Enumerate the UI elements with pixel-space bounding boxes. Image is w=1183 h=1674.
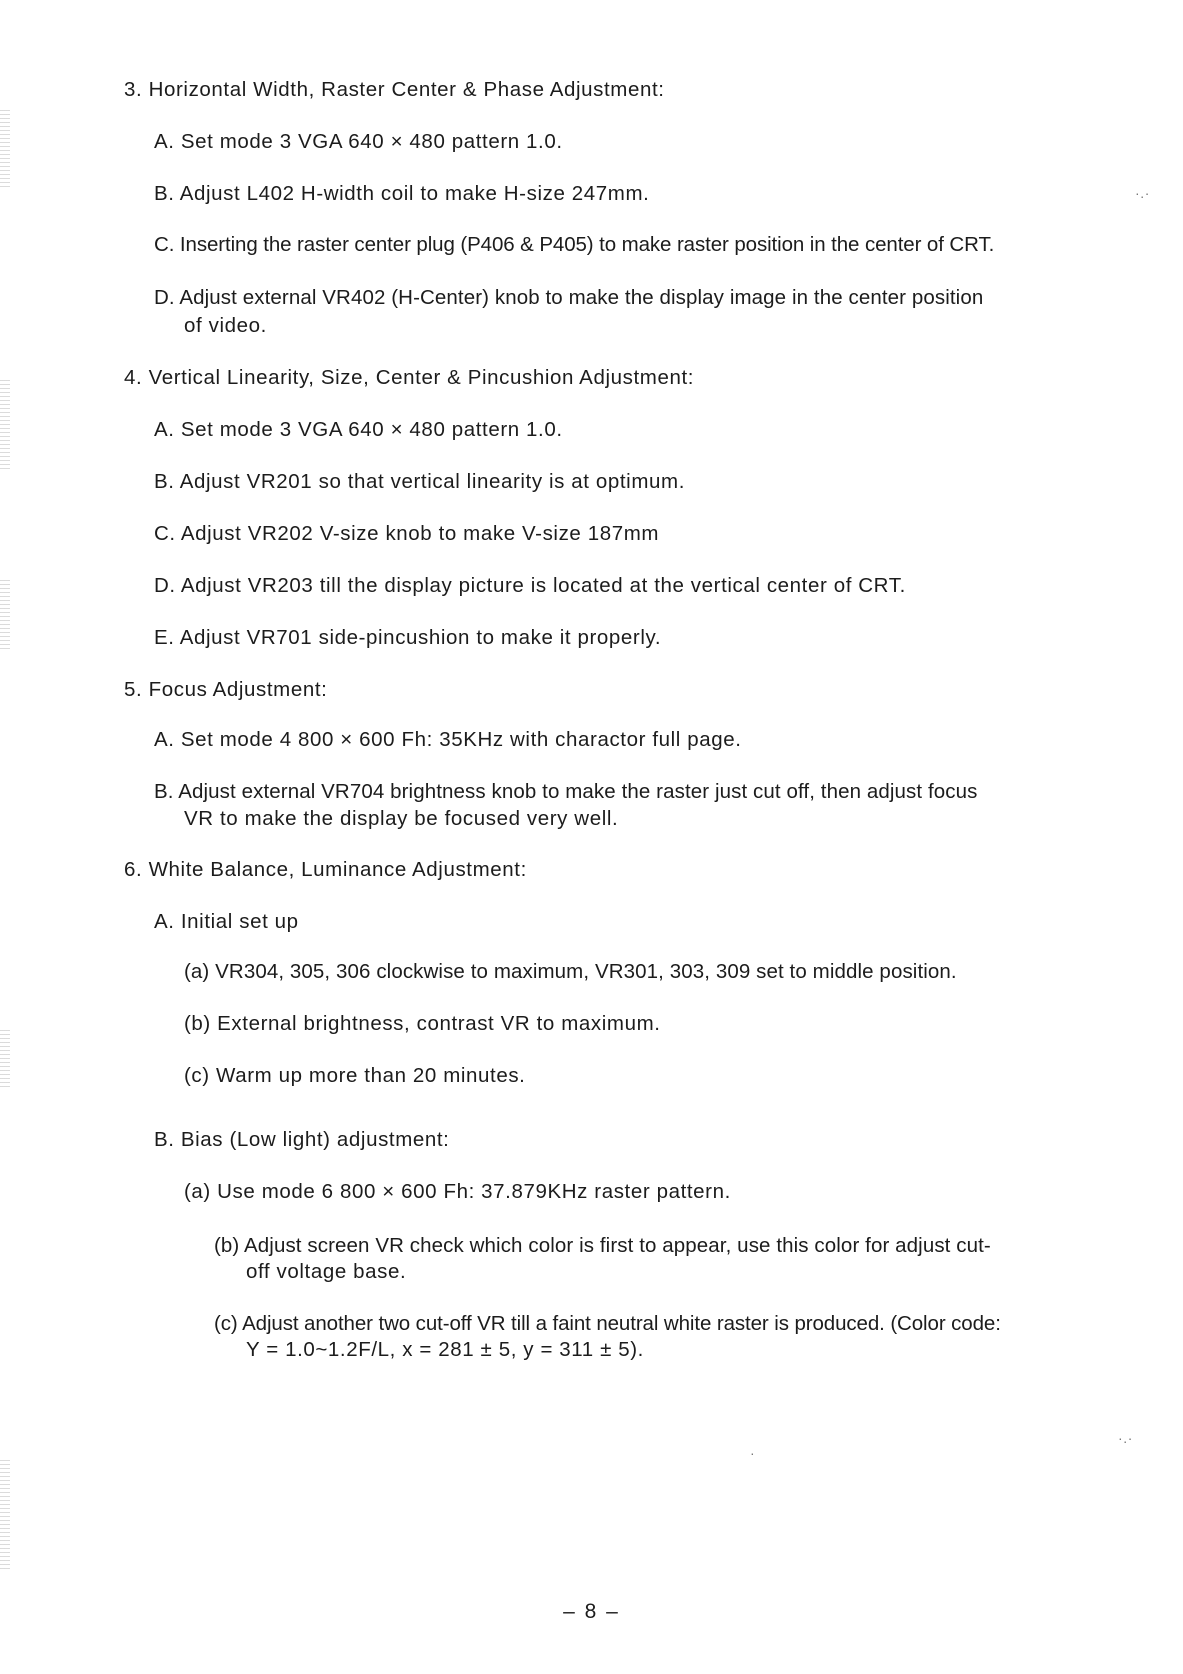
item-label: C.	[154, 233, 175, 256]
section-number: 5.	[124, 678, 143, 701]
item-text-continuation: of video.	[184, 314, 267, 337]
list-item	[154, 520, 659, 548]
scan-edge-artifact	[0, 380, 10, 470]
item-text-continuation: VR to make the display be focused very well.	[184, 807, 619, 830]
sub-item-text-continuation: Y = 1.0~1.2F/L, x = 281 ± 5, y = 311 ± 5).	[246, 1338, 644, 1361]
item-label: A.	[154, 910, 175, 933]
sub-item-label: (c)	[214, 1312, 238, 1335]
item-text: Adjust VR202 V-size knob to make V-size 187mm	[180, 522, 660, 545]
item-label: E.	[154, 626, 175, 649]
sub-item	[184, 1178, 731, 1206]
item-text: Set mode 4 800 × 600 Fh: 35KHz with charactor full page.	[180, 728, 742, 751]
scan-edge-artifact	[0, 580, 10, 650]
section-title: Vertical Linearity, Size, Center & Pincushion Adjustment:	[148, 366, 695, 389]
item-text: Adjust external VR704 brightness knob to make the raster just cut off, then adjust focus	[178, 780, 978, 803]
item-text: Bias (Low light) adjustment:	[180, 1128, 450, 1151]
item-text: Adjust VR201 so that vertical linearity is at optimum.	[179, 470, 685, 493]
item-label: A.	[154, 728, 175, 751]
section-number: 6.	[124, 858, 143, 881]
section-heading	[124, 676, 327, 704]
list-item	[154, 180, 649, 208]
section-heading	[124, 364, 694, 392]
page-number: – 8 –	[563, 1600, 620, 1623]
item-label: D.	[154, 286, 175, 309]
list-item	[154, 231, 994, 259]
sub-item-label: (c)	[184, 1064, 210, 1087]
list-item	[154, 128, 563, 156]
sub-item	[184, 1010, 661, 1038]
scan-edge-artifact	[0, 1460, 10, 1570]
item-text: Initial set up	[180, 910, 299, 933]
section-title: Focus Adjustment:	[148, 678, 328, 701]
scan-edge-artifact	[0, 1030, 10, 1090]
sub-item-text: VR304, 305, 306 clockwise to maximum, VR301, 303, 309 set to middle position.	[215, 960, 957, 983]
list-item	[154, 284, 983, 312]
sub-item-text: Adjust screen VR check which color is first to appear, use this color for adjust cut-	[244, 1234, 991, 1257]
sub-item-continuation	[246, 1336, 644, 1364]
sub-item-text: External brightness, contrast VR to maximum.	[217, 1012, 661, 1035]
sub-item-text: Warm up more than 20 minutes.	[216, 1064, 526, 1087]
sub-item	[184, 1062, 525, 1090]
sub-item	[214, 1310, 1001, 1338]
section-heading	[124, 76, 665, 104]
item-text: Adjust VR203 till the display picture is located at the vertical center of CRT.	[180, 574, 906, 597]
section-number: 3.	[124, 78, 143, 101]
sub-item-label: (a)	[184, 960, 210, 983]
sub-item-label: (a)	[184, 1180, 211, 1203]
list-item	[154, 624, 661, 652]
item-text: Adjust L402 H-width coil to make H-size 247mm.	[179, 182, 650, 205]
sub-item-label: (b)	[214, 1234, 240, 1257]
scan-edge-artifact	[0, 110, 10, 190]
scan-speck: ·	[750, 1445, 756, 1461]
item-label: D.	[154, 574, 176, 597]
sub-item-text-continuation: off voltage base.	[246, 1260, 407, 1283]
sub-item-label: (b)	[184, 1012, 211, 1035]
section-title: Horizontal Width, Raster Center & Phase Adjustment:	[148, 78, 665, 101]
list-item	[154, 416, 563, 444]
list-item-continuation	[184, 312, 267, 340]
item-label: B.	[154, 1128, 175, 1151]
item-label: B.	[154, 182, 175, 205]
list-item	[154, 726, 742, 754]
item-label: A.	[154, 418, 175, 441]
section-number: 4.	[124, 366, 143, 389]
section-heading	[124, 856, 527, 884]
list-item	[154, 908, 299, 936]
item-text: Inserting the raster center plug (P406 & P405) to make raster position in the center of CRT.	[179, 233, 995, 256]
scan-speck: ·.·	[1118, 1430, 1134, 1446]
item-label: B.	[154, 780, 174, 803]
list-item	[154, 468, 685, 496]
item-label: C.	[154, 522, 176, 545]
list-item-continuation	[184, 805, 618, 833]
sub-item	[214, 1232, 991, 1260]
item-text: Set mode 3 VGA 640 × 480 pattern 1.0.	[180, 130, 563, 153]
list-item	[154, 778, 978, 806]
sub-item-text: Use mode 6 800 × 600 Fh: 37.879KHz raster pattern.	[217, 1180, 731, 1203]
item-label: A.	[154, 130, 175, 153]
list-item	[154, 1126, 449, 1154]
sub-item	[184, 958, 957, 986]
scan-speck: ·.·	[1135, 185, 1151, 201]
item-text: Adjust VR701 side-pincushion to make it properly.	[179, 626, 662, 649]
section-title: White Balance, Luminance Adjustment:	[148, 858, 527, 881]
list-item	[154, 572, 906, 600]
item-text: Adjust external VR402 (H-Center) knob to make the display image in the center position	[179, 286, 984, 309]
sub-item-continuation	[246, 1258, 406, 1286]
sub-item-text: Adjust another two cut-off VR till a faint neutral white raster is produced. (Color code:	[242, 1312, 1001, 1335]
item-text: Set mode 3 VGA 640 × 480 pattern 1.0.	[180, 418, 563, 441]
item-label: B.	[154, 470, 175, 493]
